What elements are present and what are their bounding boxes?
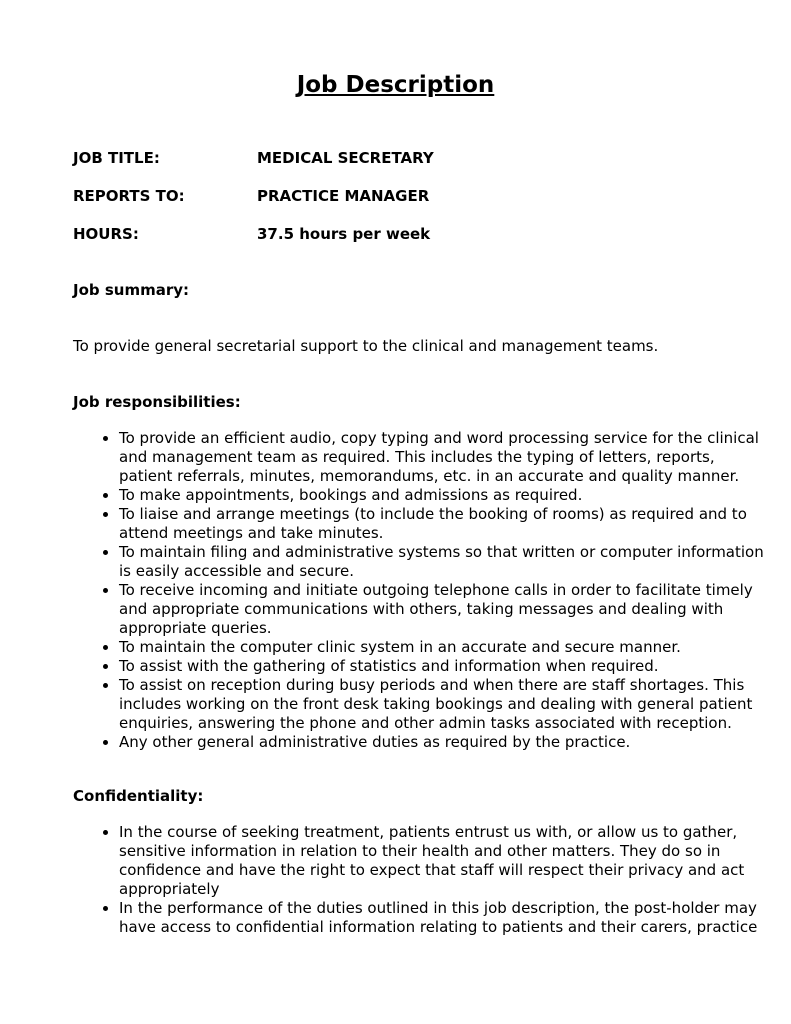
list-item: • To make appointments, bookings and admissions as required. — [119, 486, 769, 505]
list-item: • Any other general administrative duties as required by the practice. — [119, 733, 769, 752]
list-item: • To maintain filing and administrative systems so that written or computer information is easily accessible and secure. — [119, 543, 769, 581]
list-item: • To liaise and arrange meetings (to include the booking of rooms) as required and to attend meetings and take minutes. — [119, 505, 769, 543]
list-item: • To receive incoming and initiate outgoing telephone calls in order to facilitate timely and appropriate communications with others, taking messages and dealing with appropriate queries. — [119, 581, 769, 638]
list-item: • In the performance of the duties outlined in this job description, the post-holder may have access to confidential information relating to patients and their carers, practice — [119, 899, 769, 937]
field-value: MEDICAL SECRETARY — [257, 149, 434, 167]
field-label: REPORTS TO: — [73, 187, 185, 205]
list-item: • To assist with the gathering of statistics and information when required. — [119, 657, 769, 676]
field-hours — [73, 225, 431, 243]
field-job-title — [73, 149, 434, 167]
responsibilities-heading: Job responsibilities: — [73, 393, 241, 411]
field-value: 37.5 hours per week — [257, 225, 431, 243]
list-item: • To assist on reception during busy periods and when there are staff shortages. This includes working on the front desk taking bookings and dealing with general patient enquiries, answering the phone and other admin tasks associated with reception. — [119, 676, 769, 733]
field-value: PRACTICE MANAGER — [257, 187, 430, 205]
field-label: JOB TITLE: — [73, 149, 160, 167]
list-item: • In the course of seeking treatment, patients entrust us with, or allow us to gather, sensitive information in relation to their health and other matters. They do so in confidence and have the right to expect that staff will respect their privacy and act appropriately — [119, 823, 769, 899]
responsibilities-list — [73, 429, 769, 752]
list-item: • To provide an efficient audio, copy typing and word processing service for the clinical and management team as required. This includes the typing of letters, reports, patient referrals, minutes, memorandums, etc. in an accurate and quality manner. — [119, 429, 769, 486]
field-reports-to — [73, 187, 430, 205]
field-label: HOURS: — [73, 225, 139, 243]
confidentiality-heading: Confidentiality: — [73, 787, 204, 805]
summary-text: To provide general secretarial support to the clinical and management teams. — [73, 337, 659, 355]
page-title: Job Description — [296, 72, 495, 98]
confidentiality-list — [73, 823, 769, 937]
summary-heading: Job summary: — [73, 281, 190, 299]
list-item: • To maintain the computer clinic system in an accurate and secure manner. — [119, 638, 769, 657]
